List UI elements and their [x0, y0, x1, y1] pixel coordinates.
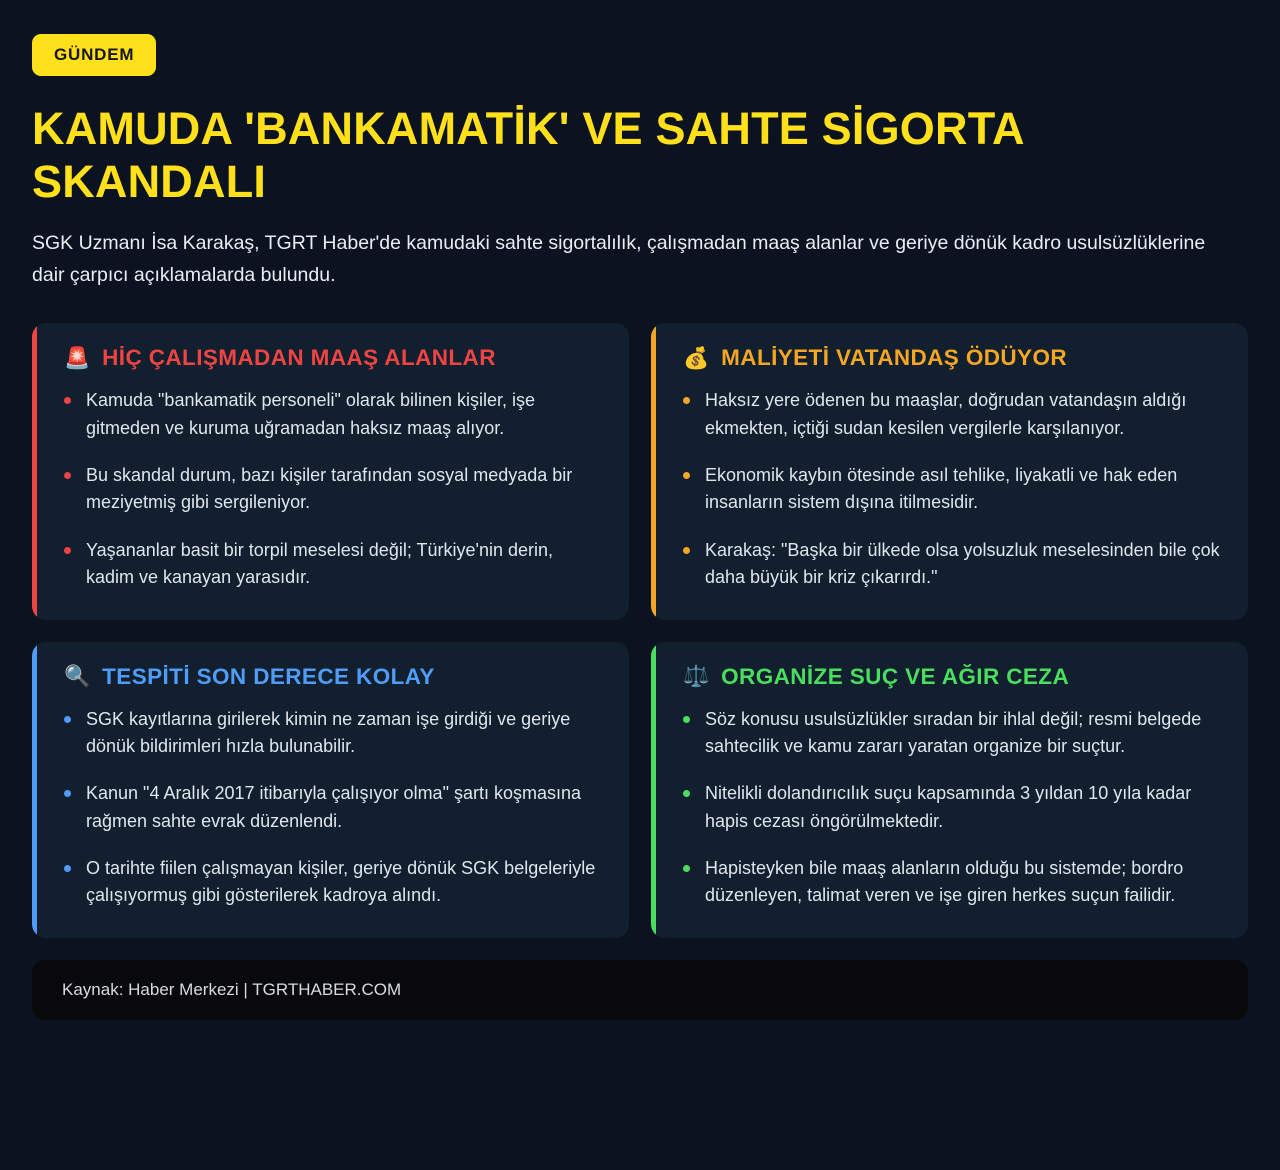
bullet-dot — [683, 716, 690, 723]
list-item — [62, 780, 603, 835]
page-subtitle: SGK Uzmanı İsa Karakaş, TGRT Haber'de kamudaki sahte sigortalılık, çalışmadan maaş alanlar ve geriye dönük kadro usulsüzlüklerine dair çarpıcı açıklamalarda bulundu. — [32, 232, 1206, 286]
card-header — [681, 345, 1222, 371]
list-item-text: Bu skandal durum, bazı kişiler tarafından sosyal medyada bir meziyetmiş gibi sergileniyor. — [86, 465, 573, 513]
list-item — [681, 537, 1222, 592]
card-bullet-list — [681, 706, 1222, 910]
card-accent-bar — [651, 323, 656, 619]
card-title: ORGANİZE SUÇ VE AĞIR CEZA — [721, 663, 1070, 689]
list-item-text: Karakaş: "Başka bir ülkede olsa yolsuzluk meselesinden bile çok daha büyük bir kriz çıkarırdı." — [705, 539, 1220, 588]
list-item — [681, 780, 1222, 835]
list-item — [681, 706, 1222, 761]
balance-scale-icon: ⚖️ — [683, 664, 710, 688]
list-item-text: O tarihte fiilen çalışmayan kişiler, geriye dönük SGK belgeleriyle çalışıyormuş gibi gösterilerek kadroya alındı. — [86, 857, 596, 906]
card-title: TESPİTİ SON DERECE KOLAY — [102, 663, 435, 689]
list-item-text: Nitelikli dolandırıcılık suçu kapsamında 3 yıldan 10 yıla kadar hapis cezası öngörülmektedir. — [705, 783, 1192, 831]
card-title: MALİYETİ VATANDAŞ ÖDÜYOR — [721, 345, 1068, 371]
magnifying-glass-icon: 🔍 — [64, 664, 91, 688]
source-text: Kaynak: Haber Merkezi | TGRTHABER.COM — [62, 979, 402, 999]
card-bullet-list — [62, 387, 603, 591]
list-item — [62, 387, 603, 442]
bullet-dot — [683, 865, 690, 872]
cards-grid — [32, 323, 1248, 937]
bullet-dot — [683, 547, 690, 554]
card-header — [681, 664, 1222, 690]
card-hic-calismadan-maas-alanlar — [32, 323, 629, 619]
list-item-text: Kamuda "bankamatik personeli" olarak bilinen kişiler, işe gitmeden ve kuruma uğramadan haksız maaş alıyor. — [86, 390, 536, 438]
source-footer — [32, 960, 1248, 1020]
card-accent-bar — [32, 323, 37, 619]
money-bag-icon: 💰 — [683, 345, 710, 370]
list-item-text: Yaşananlar basit bir torpil meselesi değil; Türkiye'nin derin, kadim ve kanayan yarasıdır. — [86, 539, 553, 588]
card-accent-bar — [32, 642, 37, 938]
card-header — [62, 664, 603, 690]
bullet-dot — [64, 790, 71, 797]
list-item-text: Haksız yere ödenen bu maaşlar, doğrudan vatandaşın aldığı ekmekten, içtiği sudan kesilen vergilerle karşılanıyor. — [705, 390, 1187, 438]
bullet-dot — [683, 397, 690, 404]
list-item — [62, 462, 603, 517]
list-item — [62, 537, 603, 592]
page-title: KAMUDA 'BANKAMATİK' VE SAHTE SİGORTA SKANDALI — [32, 103, 1024, 208]
card-maliyeti-vatandas-oduyor — [651, 323, 1248, 619]
list-item-text: Kanun "4 Aralık 2017 itibarıyla çalışıyor olma" şartı koşmasına rağmen sahte evrak düzenlendi. — [86, 783, 582, 831]
category-badge: GÜNDEM — [32, 34, 156, 76]
list-item-text: Ekonomik kaybın ötesinde asıl tehlike, liyakatli ve hak eden insanların sistem dışına itilmesidir. — [705, 465, 1178, 513]
list-item — [62, 855, 603, 910]
list-item-text: Hapisteyken bile maaş alanların olduğu bu sistemde; bordro düzenleyen, talimat veren ve işe giren herkes suçun failidir. — [705, 857, 1184, 906]
list-item-text: SGK kayıtlarına girilerek kimin ne zaman işe girdiği ve geriye dönük bildirimleri hızla bulunabilir. — [86, 708, 571, 756]
bullet-dot — [64, 865, 71, 872]
list-item-text: Söz konusu usulsüzlükler sıradan bir ihlal değil; resmi belgede sahtecilik ve kamu zararı yaratan organize bir suçtur. — [705, 708, 1202, 756]
card-bullet-list — [62, 706, 603, 910]
bullet-dot — [64, 547, 71, 554]
card-header — [62, 345, 603, 371]
police-light-icon: 🚨 — [64, 345, 91, 370]
card-tespiti-son-derece-kolay — [32, 642, 629, 938]
card-organize-suc-ve-agir-ceza — [651, 642, 1248, 938]
bullet-dot — [683, 790, 690, 797]
card-bullet-list — [681, 387, 1222, 591]
bullet-dot — [64, 472, 71, 479]
list-item — [681, 387, 1222, 442]
list-item — [62, 706, 603, 761]
bullet-dot — [64, 397, 71, 404]
bullet-dot — [683, 472, 690, 479]
card-title: HİÇ ÇALIŞMADAN MAAŞ ALANLAR — [102, 345, 496, 371]
bullet-dot — [64, 716, 71, 723]
list-item — [681, 855, 1222, 910]
list-item — [681, 462, 1222, 517]
card-accent-bar — [651, 642, 656, 938]
